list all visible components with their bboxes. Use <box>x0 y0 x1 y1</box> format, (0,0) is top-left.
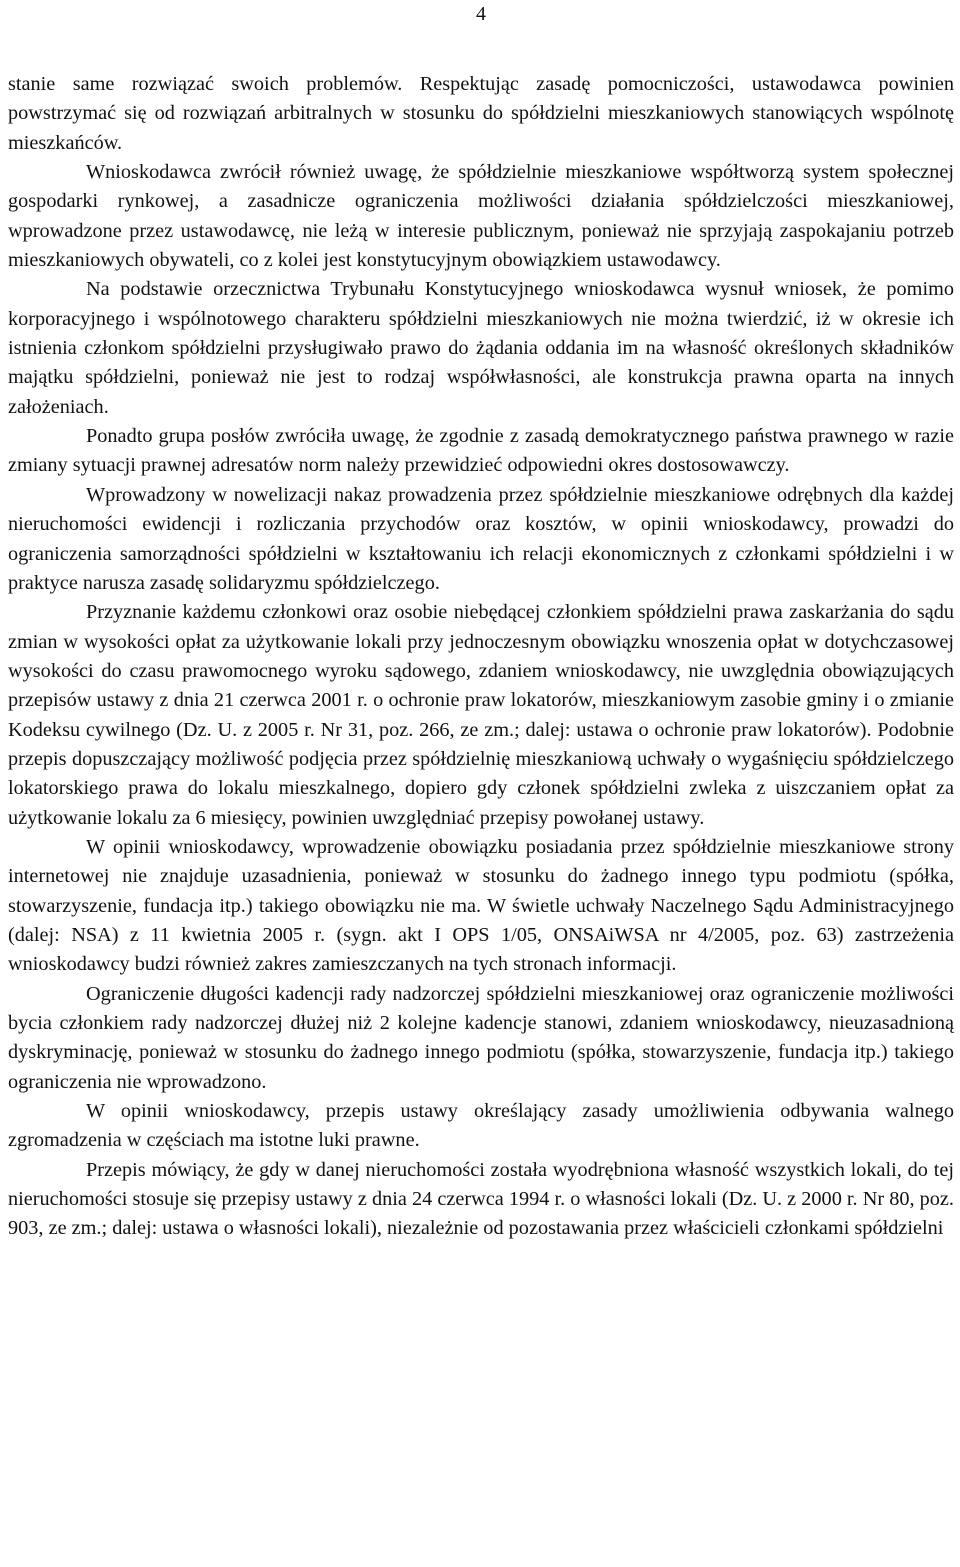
document-body <box>8 70 954 1244</box>
paragraph-7: W opinii wnioskodawcy, wprowadzenie obowiązku posiadania przez spółdzielnie mieszkaniowe strony internetowej nie znajduje uzasadnienia, ponieważ w stosunku do żadnego innego typu podmiotu (spółka, stowarzyszenie, fundacja itp.) takiego obowiązku nie ma. W świetle uchwały Naczelnego Sądu Administracyjnego (dalej: NSA) z 11 kwietnia 2005 r. (sygn. akt I OPS 1/05, ONSAiWSA nr 4/2005, poz. 63) zastrzeżenia wnioskodawcy budzi również zakres zamieszczanych na tych stronach informacji. <box>8 835 954 976</box>
paragraph-continuation: stanie same rozwiązać swoich problemów. Respektując zasadę pomocniczości, ustawodawca powinien powstrzymać się od rozwiązań arbitralnych w stosunku do spółdzielni mieszkaniowych stanowiących wspólnotę mieszkańców. <box>8 73 954 154</box>
paragraph-9: W opinii wnioskodawcy, przepis ustawy określający zasady umożliwienia odbywania walnego zgromadzenia w częściach ma istotne luki prawne. <box>8 1100 954 1152</box>
paragraph-3: Na podstawie orzecznictwa Trybunału Konstytucyjnego wnioskodawca wysnuł wniosek, że pomimo korporacyjnego i wspólnotowego charakteru spółdzielni mieszkaniowych nie można twierdzić, iż w okresie ich istnienia członkom spółdzielni przysługiwało prawo do żądania oddania im na własność określonych składników majątku spółdzielni, ponieważ nie jest to rodzaj współwłasności, ale konstrukcja prawna oparta na innych założeniach. <box>8 278 954 418</box>
paragraph-5: Wprowadzony w nowelizacji nakaz prowadzenia przez spółdzielnie mieszkaniowe odrębnych dla każdej nieruchomości ewidencji i rozliczania przychodów oraz kosztów, w opinii wnioskodawcy, prowadzi do ograniczenia samorządności spółdzielni w kształtowaniu ich relacji ekonomicznych z członkami spółdzielni i w praktyce narusza zasadę solidaryzmu spółdzielczego. <box>8 483 954 594</box>
paragraph-8: Ograniczenie długości kadencji rady nadzorczej spółdzielni mieszkaniowej oraz ograniczenie możliwości bycia członkiem rady nadzorczej dłużej niż 2 kolejne kadencje stanowi, zdaniem wnioskodawcy, nieuzasadnioną dyskryminację, ponieważ w stosunku do żadnego innego podmiotu (spółka, stowarzyszenie, fundacja itp.) takiego ograniczenia nie wprowadzono. <box>8 982 954 1093</box>
paragraph-4: Ponadto grupa posłów zwróciła uwagę, że zgodnie z zasadą demokratycznego państwa prawnego w razie zmiany sytuacji prawnej adresatów norm należy przewidzieć odpowiedni okres dostosowawczy. <box>8 425 954 477</box>
paragraph-6: Przyznanie każdemu członkowi oraz osobie niebędącej członkiem spółdzielni prawa zaskarżania do sądu zmian w wysokości opłat za użytkowanie lokali przy jednoczesnym obowiązku wnoszenia opłat w dotychczasowej wysokości do czasu prawomocnego wyroku sądowego, zdaniem wnioskodawcy, nie uwzględnia obowiązujących przepisów ustawy z dnia 21 czerwca 2001 r. o ochronie praw lokatorów, mieszkaniowym zasobie gminy i o zmianie Kodeksu cywilnego (Dz. U. z 2005 r. Nr 31, poz. 266, ze zm.; dalej: ustawa o ochronie praw lokatorów). Podobnie przepis dopuszczający możliwość podjęcia przez spółdzielnię mieszkaniową uchwały o wygaśnięciu spółdzielczego lokatorskiego prawa do lokalu mieszkalnego, dopiero gdy członek spółdzielni zwleka z uiszczaniem opłat za użytkowanie lokalu za 6 miesięcy, powinien uwzględniać przepisy powołanej ustawy. <box>8 601 954 829</box>
paragraph-2: Wnioskodawca zwrócił również uwagę, że spółdzielnie mieszkaniowe współtworzą system społecznej gospodarki rynkowej, a zasadnicze ograniczenia możliwości działania spółdzielczości mieszkaniowej, wprowadzone przez ustawodawcę, nie leżą w interesie publicznym, ponieważ nie sprzyjają zaspokajaniu potrzeb mieszkaniowych obywateli, co z kolei jest konstytucyjnym obowiązkiem ustawodawcy. <box>8 161 954 272</box>
paragraph-10: Przepis mówiący, że gdy w danej nieruchomości została wyodrębniona własność wszystkich lokali, do tej nieruchomości stosuje się przepisy ustawy z dnia 24 czerwca 1994 r. o własności lokali (Dz. U. z 2000 r. Nr 80, poz. 903, ze zm.; dalej: ustawa o własności lokali), niezależnie od pozostawania przez właścicieli członkami spółdzielni <box>8 1158 954 1240</box>
page-number: 4 <box>476 3 486 25</box>
